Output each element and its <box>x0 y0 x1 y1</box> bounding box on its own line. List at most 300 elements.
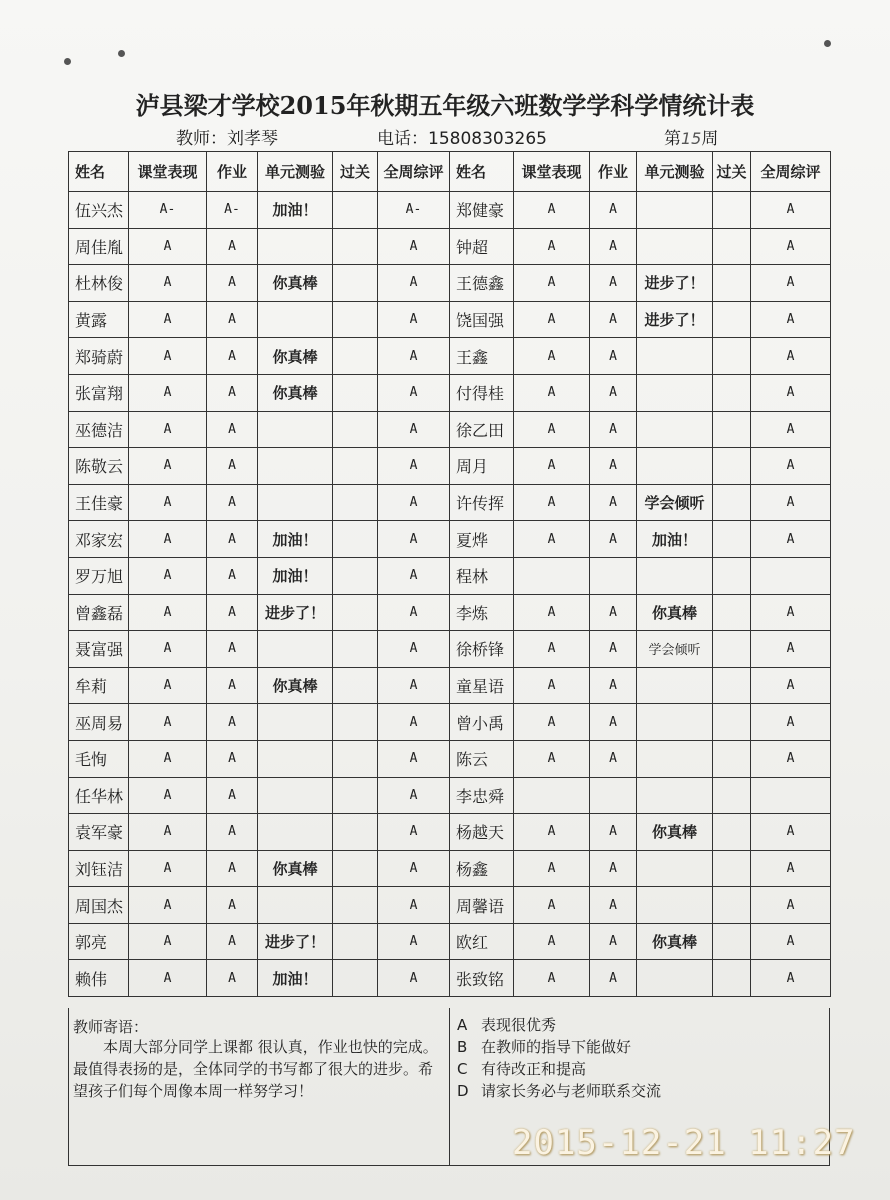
week-label <box>664 124 718 149</box>
header-weekly-review: 全周综评 <box>378 152 450 192</box>
student-name: 付得桂 <box>450 374 514 411</box>
table-row <box>69 411 831 448</box>
pass-cell <box>713 887 751 924</box>
legend-text: 有待改正和提高 <box>481 1060 587 1078</box>
weekly-review-cell: A <box>751 265 831 302</box>
class-performance-cell: A <box>514 192 590 229</box>
student-name: 周国杰 <box>69 887 129 924</box>
homework-cell: A <box>590 228 637 265</box>
teacher-label: 教师：刘孝琴 <box>176 129 278 149</box>
unit-test-cell: 进步了！ <box>258 923 333 960</box>
weekly-review-cell: A <box>751 228 831 265</box>
class-performance-cell: A <box>514 374 590 411</box>
homework-cell: A <box>207 740 258 777</box>
table-row <box>69 557 831 594</box>
class-performance-cell <box>514 777 590 814</box>
student-name: 周月 <box>450 448 514 485</box>
table-row <box>69 887 831 924</box>
table-row <box>69 923 831 960</box>
pass-cell <box>333 960 378 997</box>
student-name: 郑骑蔚 <box>69 338 129 375</box>
pass-cell <box>333 704 378 741</box>
weekly-review-cell: A <box>751 740 831 777</box>
weekly-review-cell: A <box>378 484 450 521</box>
weekly-review-cell: A <box>751 594 831 631</box>
grade-table <box>68 151 831 997</box>
header-pass: 过关 <box>333 152 378 192</box>
pass-cell <box>333 923 378 960</box>
unit-test-cell <box>637 667 713 704</box>
weekly-review-cell: A <box>378 850 450 887</box>
class-performance-cell: A <box>514 850 590 887</box>
legend-item <box>457 1058 661 1080</box>
pass-cell <box>333 338 378 375</box>
unit-test-cell <box>637 740 713 777</box>
student-name: 陈敬云 <box>69 448 129 485</box>
student-name: 牟莉 <box>69 667 129 704</box>
student-name: 陈云 <box>450 740 514 777</box>
unit-test-cell <box>258 484 333 521</box>
unit-test-cell: 进步了！ <box>637 301 713 338</box>
homework-cell: A <box>590 448 637 485</box>
punch-hole-mark <box>824 40 831 47</box>
homework-cell: A <box>590 704 637 741</box>
student-name: 赖伟 <box>69 960 129 997</box>
unit-test-cell <box>637 960 713 997</box>
weekly-review-cell: A <box>378 960 450 997</box>
punch-hole-mark <box>64 58 71 65</box>
weekly-review-cell: A <box>378 411 450 448</box>
homework-cell: A <box>207 704 258 741</box>
homework-cell: A <box>207 228 258 265</box>
table-row <box>69 850 831 887</box>
class-performance-cell: A <box>129 887 207 924</box>
table-row <box>69 667 831 704</box>
table-row <box>69 631 831 668</box>
grade-legend <box>457 1014 661 1102</box>
unit-test-cell: 加油！ <box>258 521 333 558</box>
homework-cell: A <box>590 301 637 338</box>
unit-test-cell: 加油！ <box>258 960 333 997</box>
homework-cell: A <box>207 484 258 521</box>
legend-key: A <box>457 1016 468 1034</box>
pass-cell <box>713 411 751 448</box>
photo-timestamp: 2015-12-21 11:27 <box>512 1123 856 1163</box>
class-performance-cell: A <box>514 265 590 302</box>
student-name: 黄露 <box>69 301 129 338</box>
header-name: 姓名 <box>450 152 514 192</box>
weekly-review-cell: A <box>751 301 831 338</box>
pass-cell <box>713 594 751 631</box>
unit-test-cell: 你真棒 <box>258 338 333 375</box>
week-suffix: 周 <box>701 129 719 149</box>
student-name: 毛恂 <box>69 740 129 777</box>
unit-test-cell <box>258 631 333 668</box>
student-name: 张致铭 <box>450 960 514 997</box>
student-name: 任华林 <box>69 777 129 814</box>
week-number: 15 <box>681 129 702 148</box>
homework-cell: A <box>590 960 637 997</box>
weekly-review-cell: A <box>751 631 831 668</box>
legend-text: 表现很优秀 <box>481 1016 557 1034</box>
homework-cell: A <box>590 814 637 851</box>
student-name: 李忠舜 <box>450 777 514 814</box>
table-row <box>69 594 831 631</box>
class-performance-cell: A <box>514 228 590 265</box>
class-performance-cell: A <box>514 960 590 997</box>
weekly-review-cell: A <box>751 448 831 485</box>
homework-cell <box>590 557 637 594</box>
weekly-review-cell: A <box>751 521 831 558</box>
unit-test-cell <box>637 411 713 448</box>
class-performance-cell: A <box>514 411 590 448</box>
unit-test-cell <box>258 704 333 741</box>
unit-test-cell <box>258 814 333 851</box>
pass-cell <box>713 667 751 704</box>
unit-test-cell: 你真棒 <box>258 374 333 411</box>
table-row <box>69 484 831 521</box>
student-name: 袁军豪 <box>69 814 129 851</box>
pass-cell <box>333 667 378 704</box>
homework-cell: A- <box>207 192 258 229</box>
homework-cell: A <box>590 667 637 704</box>
weekly-review-cell: A <box>378 594 450 631</box>
homework-cell: A <box>207 777 258 814</box>
pass-cell <box>713 960 751 997</box>
class-performance-cell: A <box>129 631 207 668</box>
class-performance-cell: A <box>129 740 207 777</box>
unit-test-cell: 你真棒 <box>637 923 713 960</box>
header-class-performance: 课堂表现 <box>129 152 207 192</box>
student-name: 欧红 <box>450 923 514 960</box>
homework-cell: A <box>207 521 258 558</box>
student-name: 徐乙田 <box>450 411 514 448</box>
pass-cell <box>333 448 378 485</box>
pass-cell <box>333 484 378 521</box>
legend-text: 在教师的指导下能做好 <box>481 1038 632 1056</box>
pass-cell <box>333 740 378 777</box>
homework-cell: A <box>590 631 637 668</box>
homework-cell: A <box>207 631 258 668</box>
homework-cell: A <box>207 814 258 851</box>
homework-cell: A <box>207 265 258 302</box>
unit-test-cell <box>258 411 333 448</box>
header-unit-test: 单元测验 <box>258 152 333 192</box>
unit-test-cell <box>258 887 333 924</box>
pass-cell <box>333 887 378 924</box>
student-name: 周馨语 <box>450 887 514 924</box>
pass-cell <box>333 557 378 594</box>
unit-test-cell <box>637 557 713 594</box>
student-name: 伍兴杰 <box>69 192 129 229</box>
weekly-review-cell: A <box>378 814 450 851</box>
student-name: 夏烨 <box>450 521 514 558</box>
table-row <box>69 448 831 485</box>
table-row <box>69 814 831 851</box>
punch-hole-mark <box>118 50 125 57</box>
student-name: 巫德洁 <box>69 411 129 448</box>
class-performance-cell: A <box>129 704 207 741</box>
unit-test-cell: 你真棒 <box>258 850 333 887</box>
homework-cell: A <box>207 923 258 960</box>
class-performance-cell: A <box>514 667 590 704</box>
homework-cell: A <box>207 887 258 924</box>
table-header-row <box>69 152 831 192</box>
unit-test-cell: 加油！ <box>637 521 713 558</box>
table-row <box>69 960 831 997</box>
student-name: 童星语 <box>450 667 514 704</box>
weekly-review-cell: A <box>751 484 831 521</box>
class-performance-cell: A <box>129 521 207 558</box>
table-row <box>69 740 831 777</box>
weekly-review-cell: A <box>378 631 450 668</box>
header-class-performance: 课堂表现 <box>514 152 590 192</box>
weekly-review-cell: A <box>751 338 831 375</box>
legend-text: 请家长务必与老师联系交流 <box>481 1082 662 1100</box>
homework-cell: A <box>207 667 258 704</box>
pass-cell <box>713 557 751 594</box>
unit-test-cell <box>258 228 333 265</box>
table-row <box>69 265 831 302</box>
pass-cell <box>713 448 751 485</box>
weekly-review-cell: A <box>378 265 450 302</box>
unit-test-cell: 进步了！ <box>637 265 713 302</box>
weekly-review-cell: A <box>751 411 831 448</box>
header-name: 姓名 <box>69 152 129 192</box>
pass-cell <box>713 265 751 302</box>
header-homework: 作业 <box>590 152 637 192</box>
student-name: 徐桥锋 <box>450 631 514 668</box>
unit-test-cell <box>258 448 333 485</box>
student-name: 张富翔 <box>69 374 129 411</box>
table-row <box>69 301 831 338</box>
unit-test-cell: 你真棒 <box>258 667 333 704</box>
unit-test-cell <box>637 228 713 265</box>
pass-cell <box>333 301 378 338</box>
student-name: 刘钰洁 <box>69 850 129 887</box>
weekly-review-cell <box>751 557 831 594</box>
legend-key: B <box>457 1038 468 1056</box>
weekly-review-cell: A <box>751 667 831 704</box>
weekly-review-cell: A <box>378 557 450 594</box>
class-performance-cell: A <box>129 960 207 997</box>
class-performance-cell: A <box>514 740 590 777</box>
weekly-review-cell: A <box>751 374 831 411</box>
class-performance-cell: A <box>514 814 590 851</box>
weekly-review-cell <box>751 777 831 814</box>
homework-cell: A <box>207 557 258 594</box>
class-performance-cell: A <box>514 631 590 668</box>
unit-test-cell: 加油！ <box>258 192 333 229</box>
student-name: 曾小禹 <box>450 704 514 741</box>
unit-test-cell <box>258 740 333 777</box>
student-name: 巫周易 <box>69 704 129 741</box>
unit-test-cell: 学会倾听 <box>637 631 713 668</box>
unit-test-cell <box>637 777 713 814</box>
pass-cell <box>713 923 751 960</box>
weekly-review-cell: A <box>751 192 831 229</box>
week-prefix: 第 <box>664 129 681 149</box>
unit-test-cell <box>637 448 713 485</box>
table-row <box>69 374 831 411</box>
student-name: 饶国强 <box>450 301 514 338</box>
legend-item <box>457 1014 661 1036</box>
class-performance-cell: A <box>129 448 207 485</box>
unit-test-cell: 你真棒 <box>637 594 713 631</box>
homework-cell: A <box>590 887 637 924</box>
pass-cell <box>333 411 378 448</box>
table-row <box>69 338 831 375</box>
homework-cell: A <box>207 411 258 448</box>
student-name: 罗万旭 <box>69 557 129 594</box>
unit-test-cell <box>637 850 713 887</box>
unit-test-cell: 你真棒 <box>258 265 333 302</box>
homework-cell: A <box>207 960 258 997</box>
class-performance-cell: A <box>514 521 590 558</box>
weekly-review-cell: A <box>378 887 450 924</box>
student-name: 周佳胤 <box>69 228 129 265</box>
class-performance-cell: A <box>129 228 207 265</box>
class-performance-cell: A <box>514 484 590 521</box>
homework-cell: A <box>590 740 637 777</box>
weekly-review-cell: A <box>751 960 831 997</box>
class-performance-cell: A <box>514 887 590 924</box>
class-performance-cell: A <box>129 777 207 814</box>
student-name: 许传挥 <box>450 484 514 521</box>
class-performance-cell: A <box>129 265 207 302</box>
homework-cell: A <box>590 374 637 411</box>
student-name: 郭亮 <box>69 923 129 960</box>
pass-cell <box>333 850 378 887</box>
class-performance-cell: A <box>129 814 207 851</box>
student-name: 程林 <box>450 557 514 594</box>
class-performance-cell: A <box>129 557 207 594</box>
weekly-review-cell: A <box>751 704 831 741</box>
student-name: 杨越天 <box>450 814 514 851</box>
pass-cell <box>713 301 751 338</box>
homework-cell: A <box>590 338 637 375</box>
phone-label: 电话：15808303265 <box>377 129 547 149</box>
class-performance-cell: A <box>129 338 207 375</box>
homework-cell: A <box>590 411 637 448</box>
pass-cell <box>333 374 378 411</box>
unit-test-cell: 学会倾听 <box>637 484 713 521</box>
homework-cell: A <box>207 850 258 887</box>
weekly-review-cell: A <box>378 777 450 814</box>
pass-cell <box>333 521 378 558</box>
weekly-review-cell: A <box>751 887 831 924</box>
unit-test-cell <box>637 374 713 411</box>
legend-key: C <box>457 1060 468 1078</box>
student-name: 杜林俊 <box>69 265 129 302</box>
pass-cell <box>333 265 378 302</box>
homework-cell: A <box>207 374 258 411</box>
weekly-review-cell: A <box>378 228 450 265</box>
homework-cell: A <box>207 448 258 485</box>
weekly-review-cell: A- <box>378 192 450 229</box>
pass-cell <box>333 228 378 265</box>
class-performance-cell: A <box>514 923 590 960</box>
pass-cell <box>713 850 751 887</box>
pass-cell <box>713 704 751 741</box>
weekly-review-cell: A <box>378 923 450 960</box>
class-performance-cell: A- <box>129 192 207 229</box>
class-performance-cell: A <box>514 704 590 741</box>
document-title: 泸县梁才学校2015年秋期五年级六班数学学科学情统计表 <box>135 91 755 120</box>
legend-key: D <box>457 1082 469 1100</box>
class-performance-cell: A <box>129 411 207 448</box>
pass-cell <box>713 228 751 265</box>
pass-cell <box>713 192 751 229</box>
student-name: 王鑫 <box>450 338 514 375</box>
table-row <box>69 704 831 741</box>
class-performance-cell <box>514 557 590 594</box>
homework-cell: A <box>590 923 637 960</box>
weekly-review-cell: A <box>751 814 831 851</box>
header-unit-test: 单元测验 <box>637 152 713 192</box>
weekly-review-cell: A <box>378 740 450 777</box>
legend-item <box>457 1080 661 1102</box>
unit-test-cell <box>258 777 333 814</box>
unit-test-cell: 进步了！ <box>258 594 333 631</box>
class-performance-cell: A <box>129 484 207 521</box>
pass-cell <box>333 192 378 229</box>
pass-cell <box>713 338 751 375</box>
teacher-message-body: 本周大部分同学上课都 很认真，作业也快的完成。最值得表扬的是，全体同学的书写都了很大的进步。希望孩子们每个周像本周一样努学习！ <box>73 1038 438 1100</box>
table-row <box>69 228 831 265</box>
teacher-message-title: 教师寄语： <box>73 1018 149 1036</box>
class-performance-cell: A <box>514 594 590 631</box>
legend-item <box>457 1036 661 1058</box>
weekly-review-cell: A <box>378 374 450 411</box>
class-performance-cell: A <box>514 338 590 375</box>
pass-cell <box>333 777 378 814</box>
student-name: 李炼 <box>450 594 514 631</box>
class-performance-cell: A <box>129 850 207 887</box>
teacher-message-box <box>69 1008 450 1165</box>
class-performance-cell: A <box>514 448 590 485</box>
pass-cell <box>333 631 378 668</box>
header-homework: 作业 <box>207 152 258 192</box>
unit-test-cell <box>258 301 333 338</box>
class-performance-cell: A <box>514 301 590 338</box>
pass-cell <box>713 777 751 814</box>
pass-cell <box>713 374 751 411</box>
homework-cell <box>590 777 637 814</box>
class-performance-cell: A <box>129 594 207 631</box>
class-performance-cell: A <box>129 923 207 960</box>
pass-cell <box>713 521 751 558</box>
student-name: 王佳豪 <box>69 484 129 521</box>
unit-test-cell <box>637 887 713 924</box>
pass-cell <box>333 814 378 851</box>
unit-test-cell <box>637 704 713 741</box>
weekly-review-cell: A <box>378 667 450 704</box>
unit-test-cell: 加油！ <box>258 557 333 594</box>
homework-cell: A <box>590 594 637 631</box>
homework-cell: A <box>590 484 637 521</box>
unit-test-cell <box>637 338 713 375</box>
student-name: 邓家宏 <box>69 521 129 558</box>
pass-cell <box>713 484 751 521</box>
weekly-review-cell: A <box>751 850 831 887</box>
weekly-review-cell: A <box>378 704 450 741</box>
pass-cell <box>333 594 378 631</box>
homework-cell: A <box>207 594 258 631</box>
table-row <box>69 192 831 229</box>
weekly-review-cell: A <box>751 923 831 960</box>
student-name: 钟超 <box>450 228 514 265</box>
